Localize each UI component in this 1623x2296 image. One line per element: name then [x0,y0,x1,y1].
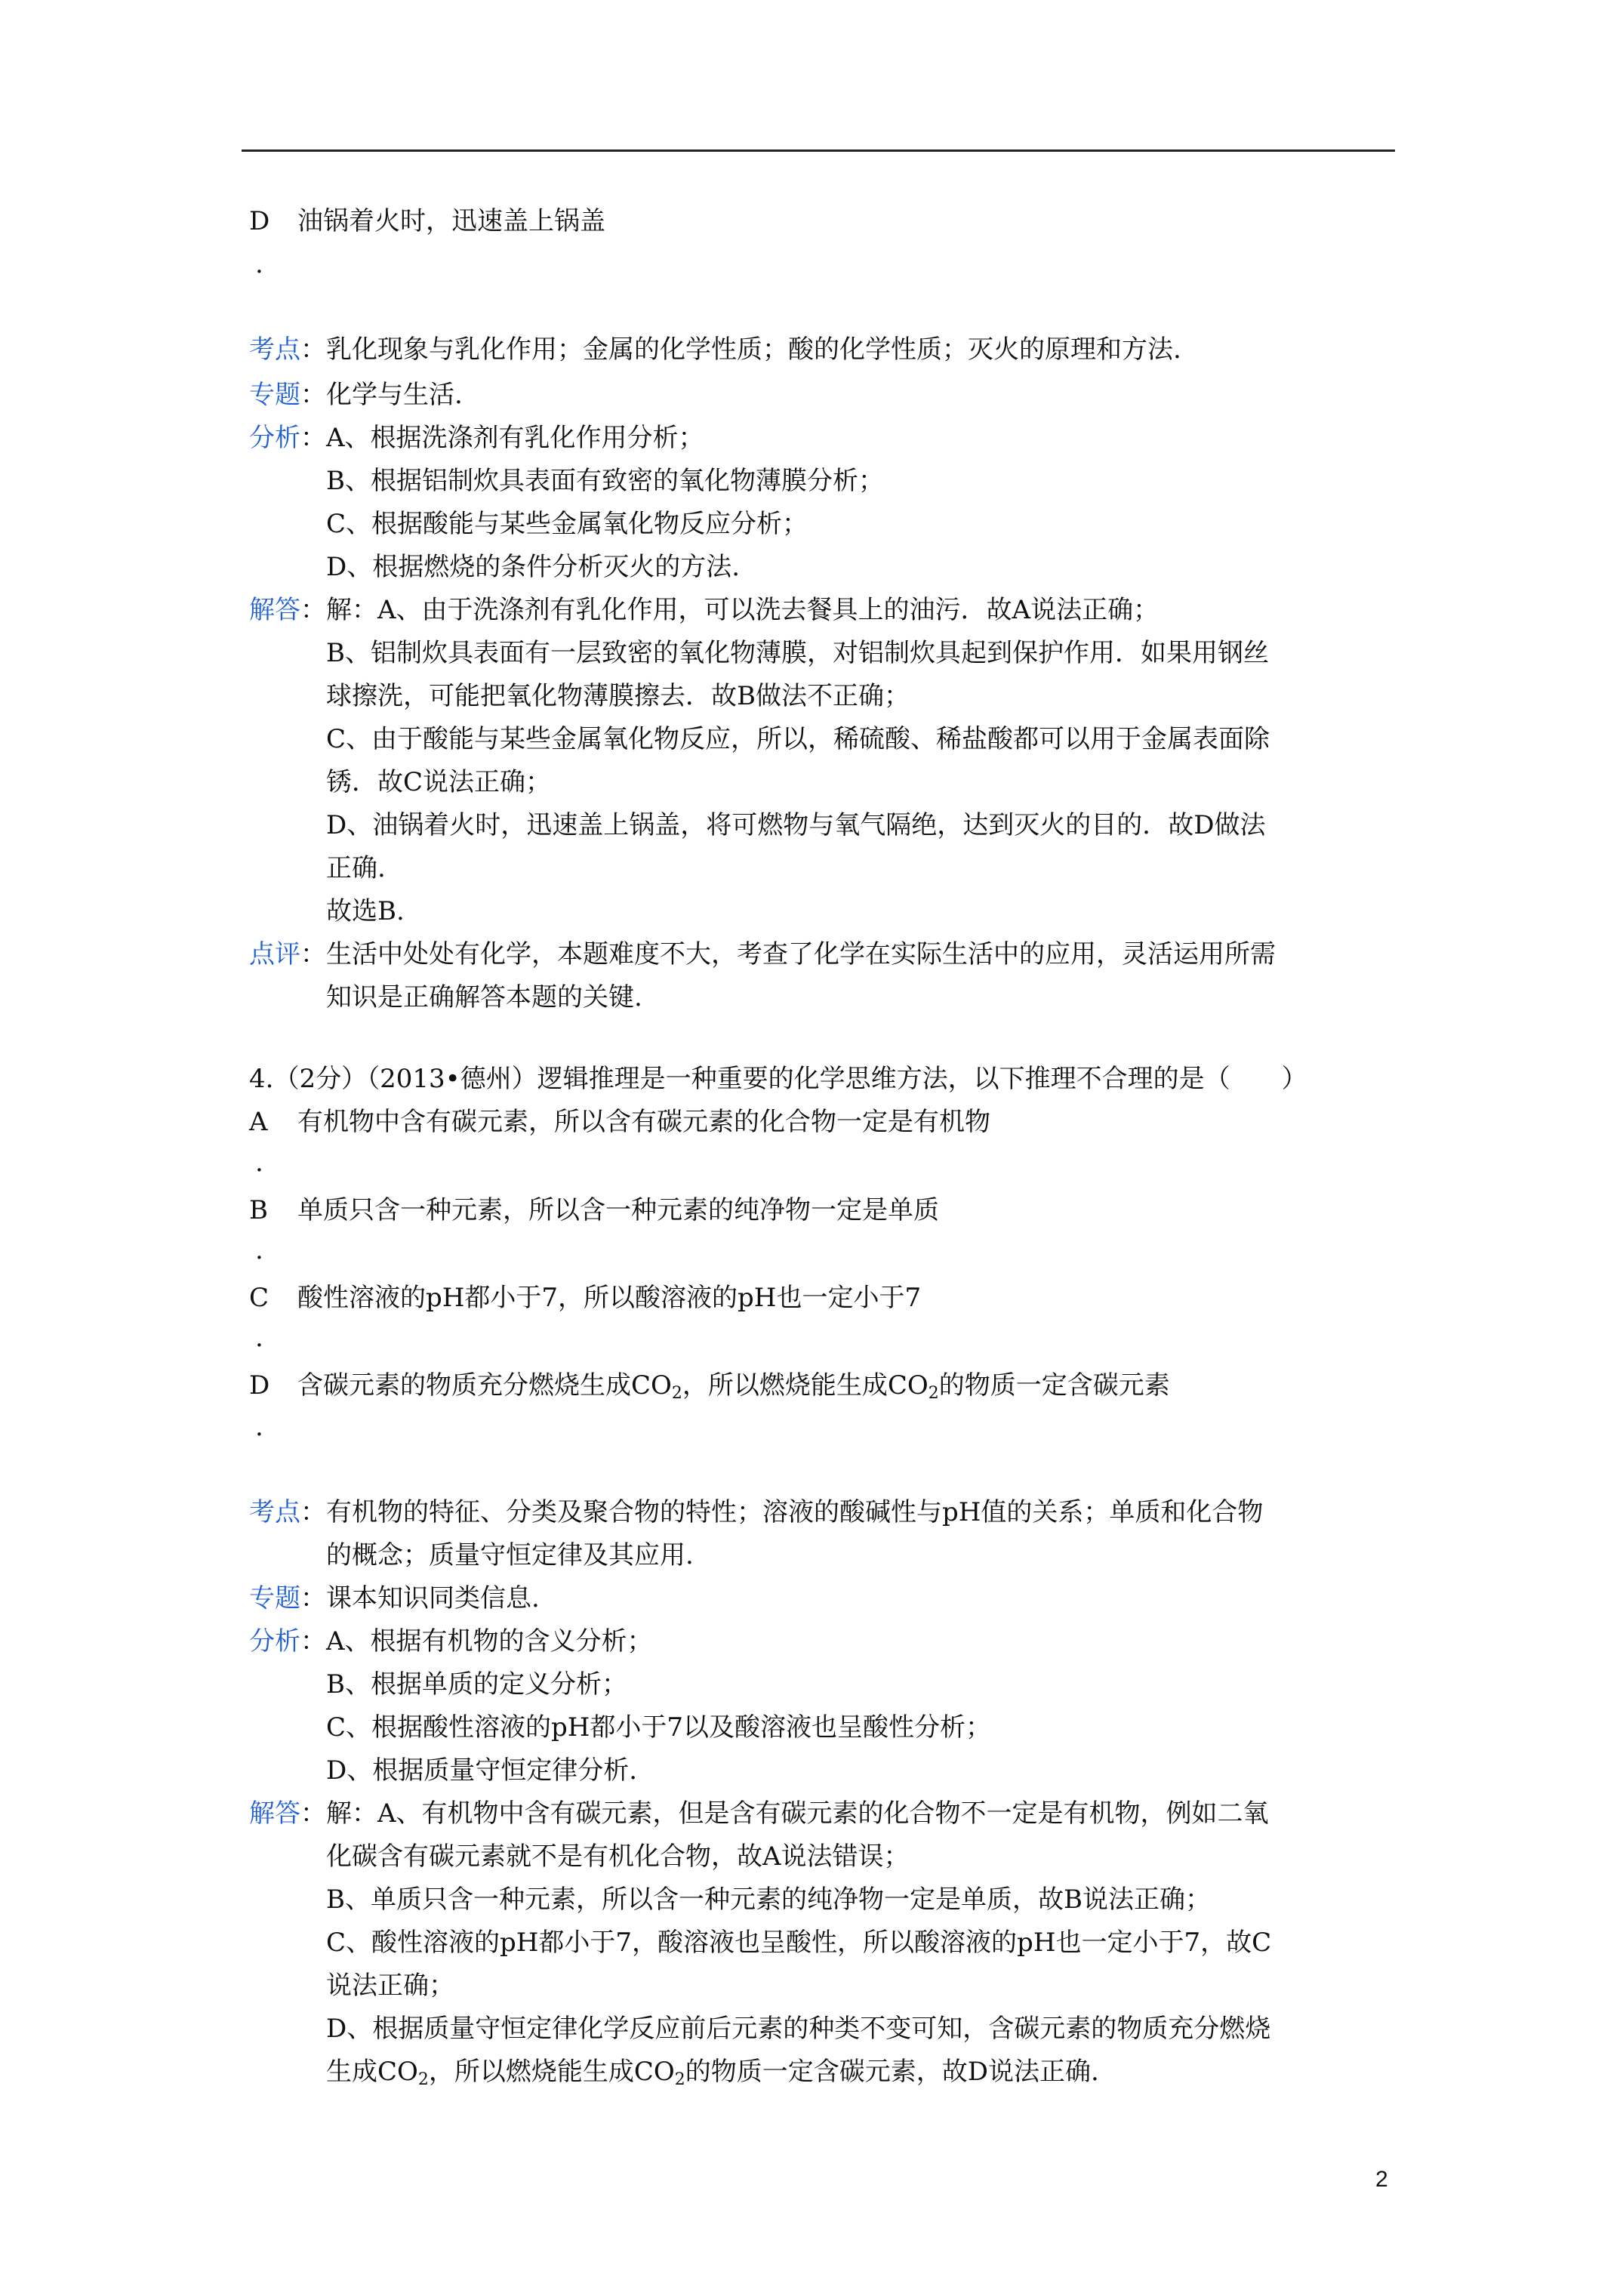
q4-jieda-line: B、单质只含一种元素，所以含一种元素的纯净物一定是单质，故B说法正确； [326,1885,1211,1915]
q3-jieda-line: D、油锅着火时，迅速盖上锅盖，将可燃物与氧气隔绝，达到灭火的目的．故D做法 [326,810,1266,840]
q3-jieda-line: 球擦洗，可能把氧化物薄膜擦去．故B做法不正确； [326,681,910,711]
q3-fenxi-line: D、根据燃烧的条件分析灭火的方法. [326,552,741,582]
q3-fenxi: 分析：A、根据洗涤剂有乳化作用分析； [249,423,704,453]
q4-kaodian-line: 的概念；质量守恒定律及其应用. [326,1540,694,1570]
q3-jieda: 解答：解：A、由于洗涤剂有乳化作用，可以洗去餐具上的油污．故A说法正确； [249,595,1160,625]
header-rule [242,149,1395,152]
q4-jieda-line: D、根据质量守恒定律化学反应前后元素的种类不变可知，含碳元素的物质充分燃烧 [326,2014,1271,2044]
q4-fenxi-line: D、根据质量守恒定律分析. [326,1755,638,1786]
q4-jieda-line: 说法正确； [326,1971,454,2001]
q3-jieda-line: C、由于酸能与某些金属氧化物反应，所以，稀硫酸、稀盐酸都可以用于金属表面除 [326,724,1270,754]
q4-jieda-last-line: 生成$CO_2$，所以燃烧能生成$CO_2$的物质一定含碳元素，故D说法正确. [326,2057,1099,2089]
q4-jieda-line: C、酸性溶液的pH都小于7，酸溶液也呈酸性，所以酸溶液的pH也一定小于7，故C [326,1928,1272,1958]
q4-option-d: D 含碳元素的物质充分燃烧生成$CO_2$，所以燃烧能生成$CO_2$的物质一定含碳元素 [249,1370,1170,1403]
q4-fenxi-line: C、根据酸性溶液的pH都小于7以及酸溶液也呈酸性分析； [326,1712,992,1743]
q3-jieda-line: 锈．故C说法正确； [326,767,552,797]
q3-zhuanti: 专题：化学与生活. [249,380,463,410]
page-number: 2 [1375,2167,1388,2192]
q3-dianping-line: 知识是正确解答本题的关键. [326,982,642,1012]
q4-stem: 4.（2分）（2013•德州）逻辑推理是一种重要的化学思维方法，以下推理不合理的是（ ） [249,1064,1307,1094]
q3-fenxi-line: C、根据酸能与某些金属氧化物反应分析； [326,509,808,539]
q4-option-d-dot: . [255,1412,263,1442]
q4-option-c: C 酸性溶液的pH都小于7，所以酸溶液的pH也一定小于7 [249,1283,922,1313]
q4-option-a: A 有机物中含有碳元素，所以含有碳元素的化合物一定是有机物 [249,1107,990,1137]
q4-fenxi: 分析：A、根据有机物的含义分析； [249,1626,653,1657]
q3-option-d-dot: . [255,249,263,279]
q3-fenxi-line: B、根据铝制炊具表面有致密的氧化物薄膜分析； [326,466,884,496]
q3-kaodian: 考点：乳化现象与乳化作用；金属的化学性质；酸的化学性质；灭火的原理和方法. [249,334,1181,365]
q4-zhuanti: 专题：课本知识同类信息. [249,1583,540,1613]
q4-kaodian: 考点：有机物的特征、分类及聚合物的特性；溶液的酸碱性与pH值的关系；单质和化合物 [249,1497,1264,1527]
q4-fenxi-line: B、根据单质的定义分析； [326,1669,627,1700]
q3-jieda-line: B、铝制炊具表面有一层致密的氧化物薄膜，对铝制炊具起到保护作用．如果用钢丝 [326,638,1269,668]
q4-jieda-line: 化碳含有碳元素就不是有机化合物，故A说法错误； [326,1841,910,1872]
q3-jieda-line: 正确. [326,853,386,883]
q3-dianping: 点评：生活中处处有化学，本题难度不大，考查了化学在实际生活中的应用，灵活运用所需 [249,939,1276,969]
q3-option-d: D 油锅着火时，迅速盖上锅盖 [249,206,605,236]
q3-jieda-line: 故选B. [326,896,405,926]
q4-option-c-dot: . [255,1323,263,1353]
q4-option-b: B 单质只含一种元素，所以含一种元素的纯净物一定是单质 [249,1195,939,1225]
q4-option-b-dot: . [255,1235,263,1265]
q4-option-a-dot: . [255,1148,263,1178]
q4-jieda: 解答：解：A、有机物中含有碳元素，但是含有碳元素的化合物不一定是有机物，例如二氧 [249,1798,1269,1829]
